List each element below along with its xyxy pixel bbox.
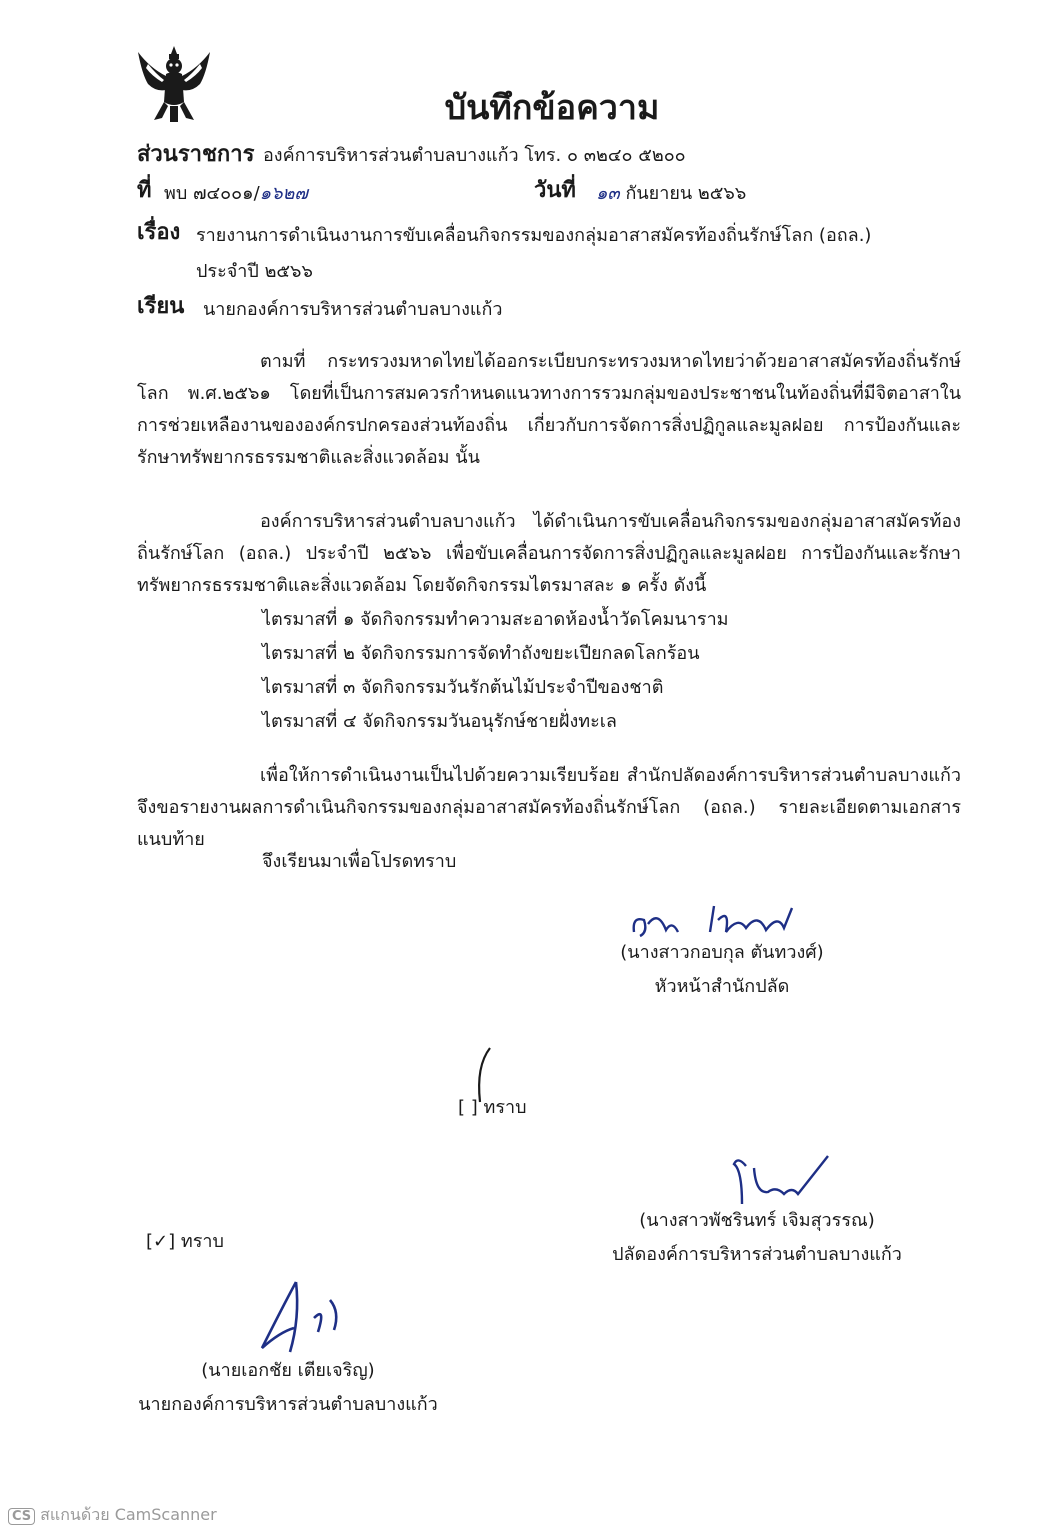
subject-label: เรื่อง (137, 220, 181, 245)
mayor-title: นายกองค์การบริหารส่วนตำบลบางแก้ว (138, 1394, 438, 1415)
subject-line1: รายงานการดำเนินงานการขับเคลื่อนกิจกรรมของกลุ่มอาสาสมัครท้องถิ่นรักษ์โลก (อถล.) (196, 225, 872, 246)
quarter-item-1: ไตรมาสที่ ๑ จัดกิจกรรมทำความสะอาดห้องน้ำวัดโคมนาราม (262, 609, 729, 630)
body-paragraph-1: ตามที่ กระทรวงมหาดไทยได้ออกระเบียบกระทรวงมหาดไทยว่าด้วยอาสาสมัครท้องถิ่นรักษ์โลก พ.ศ.๒๕๖๑ โดยที่เป็นการสมควรกำหนดแนวทางการรวมกลุ่มของประชาชนในท้องถิ่นที่มีจิตอาสาในการช่วยเหลืองานขององค์กรปกครองส่วนท้องถิ่น เกี่ยวกับการจัดการสิ่งปฏิกูลและมูลฝอย การป้องกันและรักษาทรัพยากรธรรมชาติและสิ่งแวดล้อม นั้น (137, 351, 961, 468)
camscanner-logo-icon: CS (8, 1508, 35, 1525)
date-field (596, 178, 746, 207)
date-label: วันที่ (534, 178, 576, 203)
agency-label: ส่วนราชการ (137, 142, 255, 167)
to-value: นายกองค์การบริหารส่วนตำบลบางแก้ว (203, 299, 503, 320)
head-title: หัวหน้าสำนักปลัด (654, 976, 790, 997)
subject-line2: ประจำปี ๒๕๖๖ (196, 261, 313, 282)
mayor-signature-block (120, 1354, 456, 1422)
ref-label: ที่ (137, 178, 152, 203)
camscanner-text: สแกนด้วย CamScanner (40, 1505, 217, 1524)
quarter-item-4: ไตรมาสที่ ๔ จัดกิจกรรมวันอนุรักษ์ชายฝั่งทะเล (262, 711, 617, 732)
ack1-mark: [ ] ทราบ (458, 1097, 527, 1118)
agency-value: องค์การบริหารส่วนตำบลบางแก้ว โทร. ๐ ๓๒๔๐ ๕๒๐๐ (263, 145, 686, 166)
ref-number (164, 178, 308, 207)
deputy-title: ปลัดองค์การบริหารส่วนตำบลบางแก้ว (612, 1244, 902, 1265)
head-signature-block (574, 936, 870, 1004)
quarter-item-3: ไตรมาสที่ ๓ จัดกิจกรรมวันรักต้นไม้ประจำปีของชาติ (262, 677, 664, 698)
to-label: เรียน (137, 294, 185, 319)
camscanner-watermark (8, 1503, 217, 1528)
memo-title: บันทึกข้อความ (444, 88, 660, 128)
deputy-signature-block (592, 1204, 922, 1272)
closing-line: จึงเรียนมาเพื่อโปรดทราบ (262, 851, 457, 872)
date-day-handwritten: ๑๓ (596, 183, 620, 204)
deputy-name: (นางสาวพัชรินทร์ เจิมสุวรรณ) (639, 1210, 875, 1231)
quarter-item-2: ไตรมาสที่ ๒ จัดกิจกรรมการจัดทำถังขยะเปียกลดโลกร้อน (262, 643, 700, 664)
ref-handwritten: ๑๖๒๗ (259, 183, 308, 204)
body-paragraph-2: องค์การบริหารส่วนตำบลบางแก้ว ได้ดำเนินการขับเคลื่อนกิจกรรมของกลุ่มอาสาสมัครท้องถิ่นรักษ์โลก (อถล.) ประจำปี ๒๕๖๖ เพื่อขับเคลื่อนการจัดการสิ่งปฏิกูลและมูลฝอย การป้องกันและรักษาทรัพยากรธรรมชาติและสิ่งแวดล้อม โดยจัดกิจกรรมไตรมาสละ ๑ ครั้ง ดังนี้ (137, 511, 961, 596)
head-name: (นางสาวกอบกุล ตันทวงศ์) (620, 942, 824, 963)
date-value: กันยายน ๒๕๖๖ (625, 183, 747, 204)
mayor-signature-image (256, 1278, 366, 1358)
body-paragraph-3: เพื่อให้การดำเนินงานเป็นไปด้วยความเรียบร้อย สำนักปลัดองค์การบริหารส่วนตำบลบางแก้ว จึงขอรายงานผลการดำเนินกิจกรรมของกลุ่มอาสาสมัครท้องถิ่นรักษ์โลก (อถล.) รายละเอียดตามเอกสารแนบท้าย (137, 765, 961, 850)
mayor-name: (นายเอกชัย เตียเจริญ) (201, 1360, 375, 1381)
ack2-mark: [✓] ทราบ (146, 1231, 224, 1252)
ref-value: พบ ๗๔๐๐๑/ (164, 183, 260, 204)
